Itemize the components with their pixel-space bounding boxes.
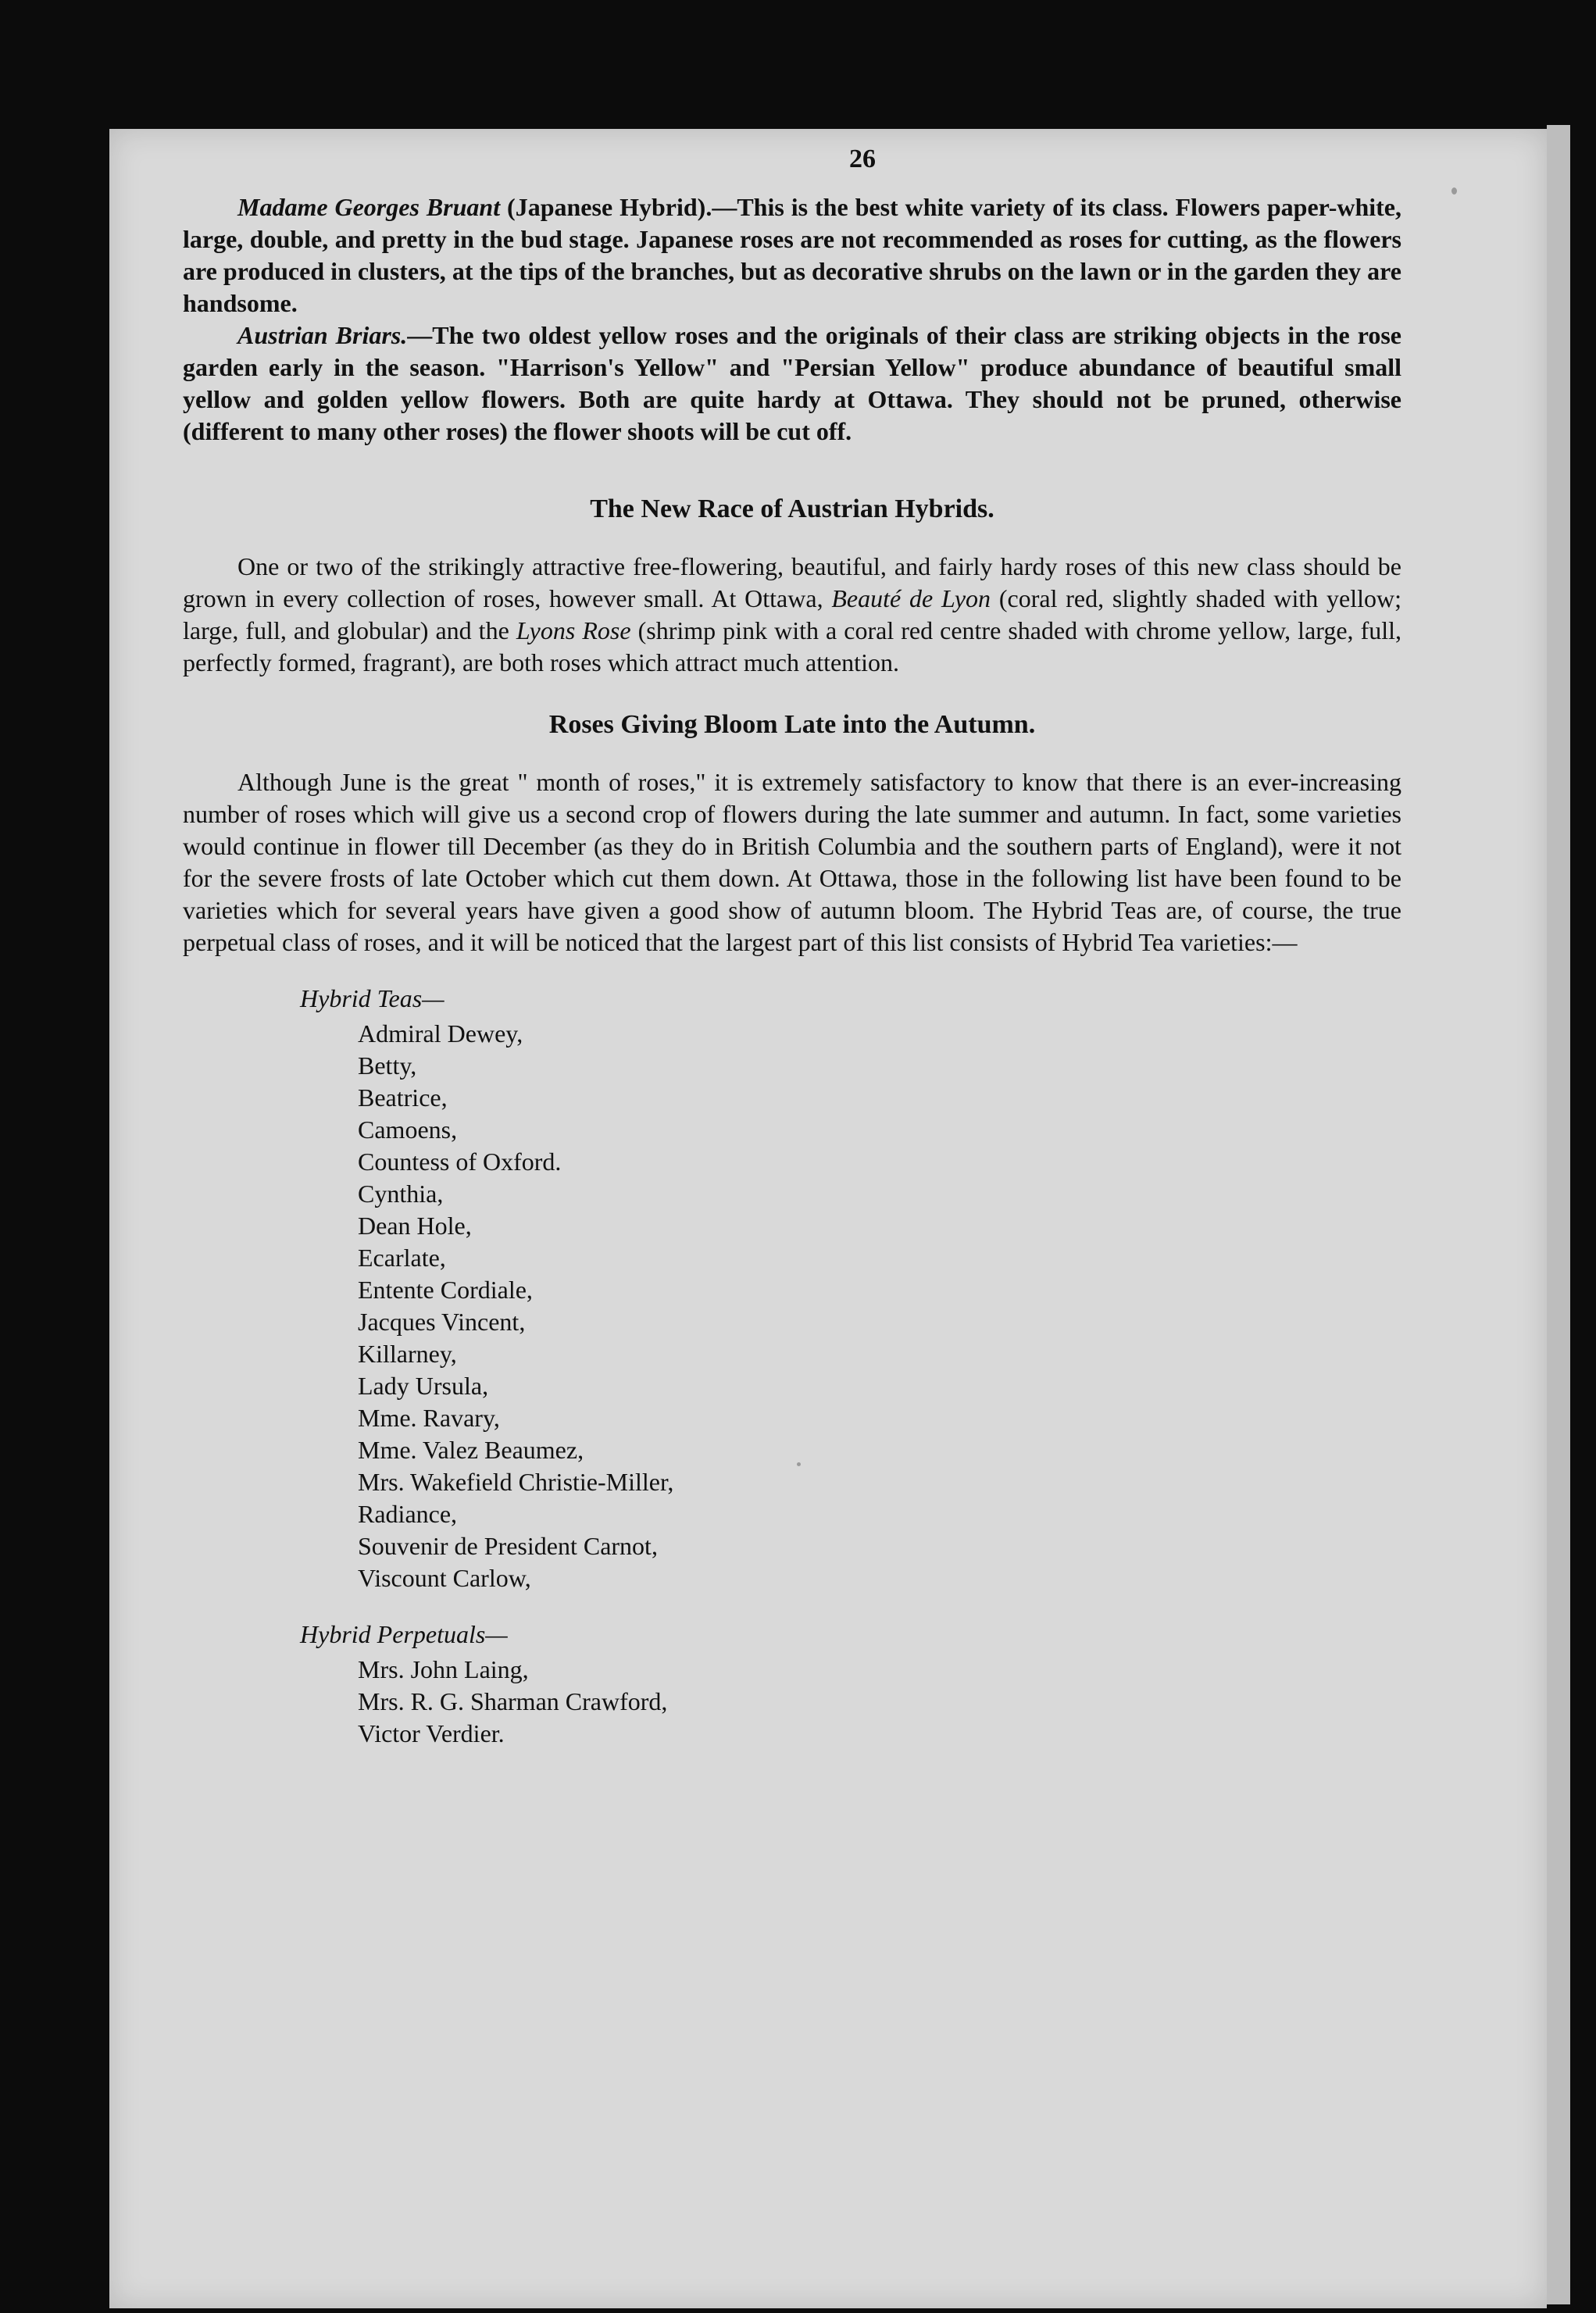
list-item: Lady Ursula, [358, 1372, 489, 1400]
list-item: Entente Cordiale, [358, 1276, 533, 1304]
list-item: Betty, [358, 1051, 417, 1080]
section-heading-austrian-hybrids: The New Race of Austrian Hybrids. [590, 494, 994, 523]
paragraph-austrian-hybrids [183, 551, 1401, 679]
list-item: Jacques Vincent, [358, 1308, 526, 1336]
list-item: Viscount Carlow, [358, 1564, 531, 1592]
variety-list [358, 1018, 1401, 1594]
page-content [183, 145, 1401, 1750]
list-item: Victor Verdier. [358, 1719, 505, 1747]
variety-name: Madame Georges Bruant [237, 193, 501, 221]
list-item: Mrs. R. G. Sharman Crawford, [358, 1687, 668, 1715]
list-item: Mme. Valez Beaumez, [358, 1436, 584, 1464]
list-heading: Hybrid Teas— [300, 984, 445, 1012]
list-item: Beatrice, [358, 1083, 448, 1112]
list-item: Radiance, [358, 1500, 458, 1528]
list-item: Camoens, [358, 1115, 458, 1144]
list-item: Ecarlate, [358, 1244, 446, 1272]
list-hybrid-perpetuals [183, 1618, 1401, 1750]
list-item: Mrs. Wakefield Christie-Miller, [358, 1468, 674, 1496]
list-heading: Hybrid Perpetuals— [300, 1620, 508, 1648]
list-item: Mme. Ravary, [358, 1404, 500, 1432]
paragraph-text: (shrimp pink with a coral red centre shaded with chrome yellow, large, full, perfectly formed, fragrant), are both roses which attract much attention. [183, 616, 1402, 676]
paragraph-text: —The two oldest yellow roses and the originals of their class are striking objects in the rose garden early in the season. "Harrison's Yellow" and "Persian Yellow" produce abundance of beautiful small yellow and golden yellow flowers. Both are quite hardy at Ottawa. They should not be pruned, otherwise (different to many other roses) the flower shoots will be cut off. [183, 321, 1401, 445]
page-number: 26 [849, 145, 876, 173]
list-item: Mrs. John Laing, [358, 1655, 529, 1683]
list-item: Souvenir de President Carnot, [358, 1532, 658, 1560]
list-item: Countess of Oxford. [358, 1148, 562, 1176]
page-edge-shadow [1547, 125, 1570, 2304]
list-item: Cynthia, [358, 1180, 444, 1208]
variety-list [358, 1654, 1401, 1750]
list-item: Admiral Dewey, [358, 1019, 523, 1048]
paragraph-text: One or two of the strikingly attractive free-flowering, beautiful, and fairly hardy roses of this new class should be grown in every collection of roses, however small. At Ottawa, [183, 552, 1401, 612]
list-item: Dean Hole, [358, 1212, 472, 1240]
paragraph-text: (Japanese Hybrid).—This is the best white variety of its class. Flowers paper-white, large, double, and pretty in the bud stage. Japanese roses are not recommended as roses for cutting, as the flowers are produced in clusters, at the tips of the branches, but as decorative shrubs on the lawn or in the garden they are handsome. [183, 193, 1401, 317]
dust-speck [1451, 187, 1457, 195]
variety-name: Beauté de Lyon [831, 584, 991, 612]
paragraph-madame-georges-bruant [183, 191, 1401, 319]
section-heading-autumn-roses: Roses Giving Bloom Late into the Autumn. [548, 710, 1036, 739]
list-hybrid-teas [183, 982, 1401, 1594]
variety-name: Austrian Briars. [237, 321, 408, 349]
list-item: Killarney, [358, 1340, 457, 1368]
paragraph-austrian-briars [183, 319, 1401, 448]
variety-name: Lyons Rose [516, 616, 631, 644]
paragraph-autumn-roses: Although June is the great " month of roses," it is extremely satisfactory to know that there is an ever-increasing number of roses which will give us a second crop of flowers during the late summer and autumn. In fact, some varieties would continue in flower till December (as they do in British Columbia and the southern parts of England), were it not for the severe frosts of late October which cut them down. At Ottawa, those in the following list have been found to be varieties which for several years have given a good show of autumn bloom. The Hybrid Teas are, of course, the true perpetual class of roses, and it will be noticed that the largest part of this list consists of Hybrid Tea varieties:— [183, 768, 1401, 956]
paragraph-text: (coral red, slightly shaded with yellow; large, full, and globular) and the [183, 584, 1402, 644]
